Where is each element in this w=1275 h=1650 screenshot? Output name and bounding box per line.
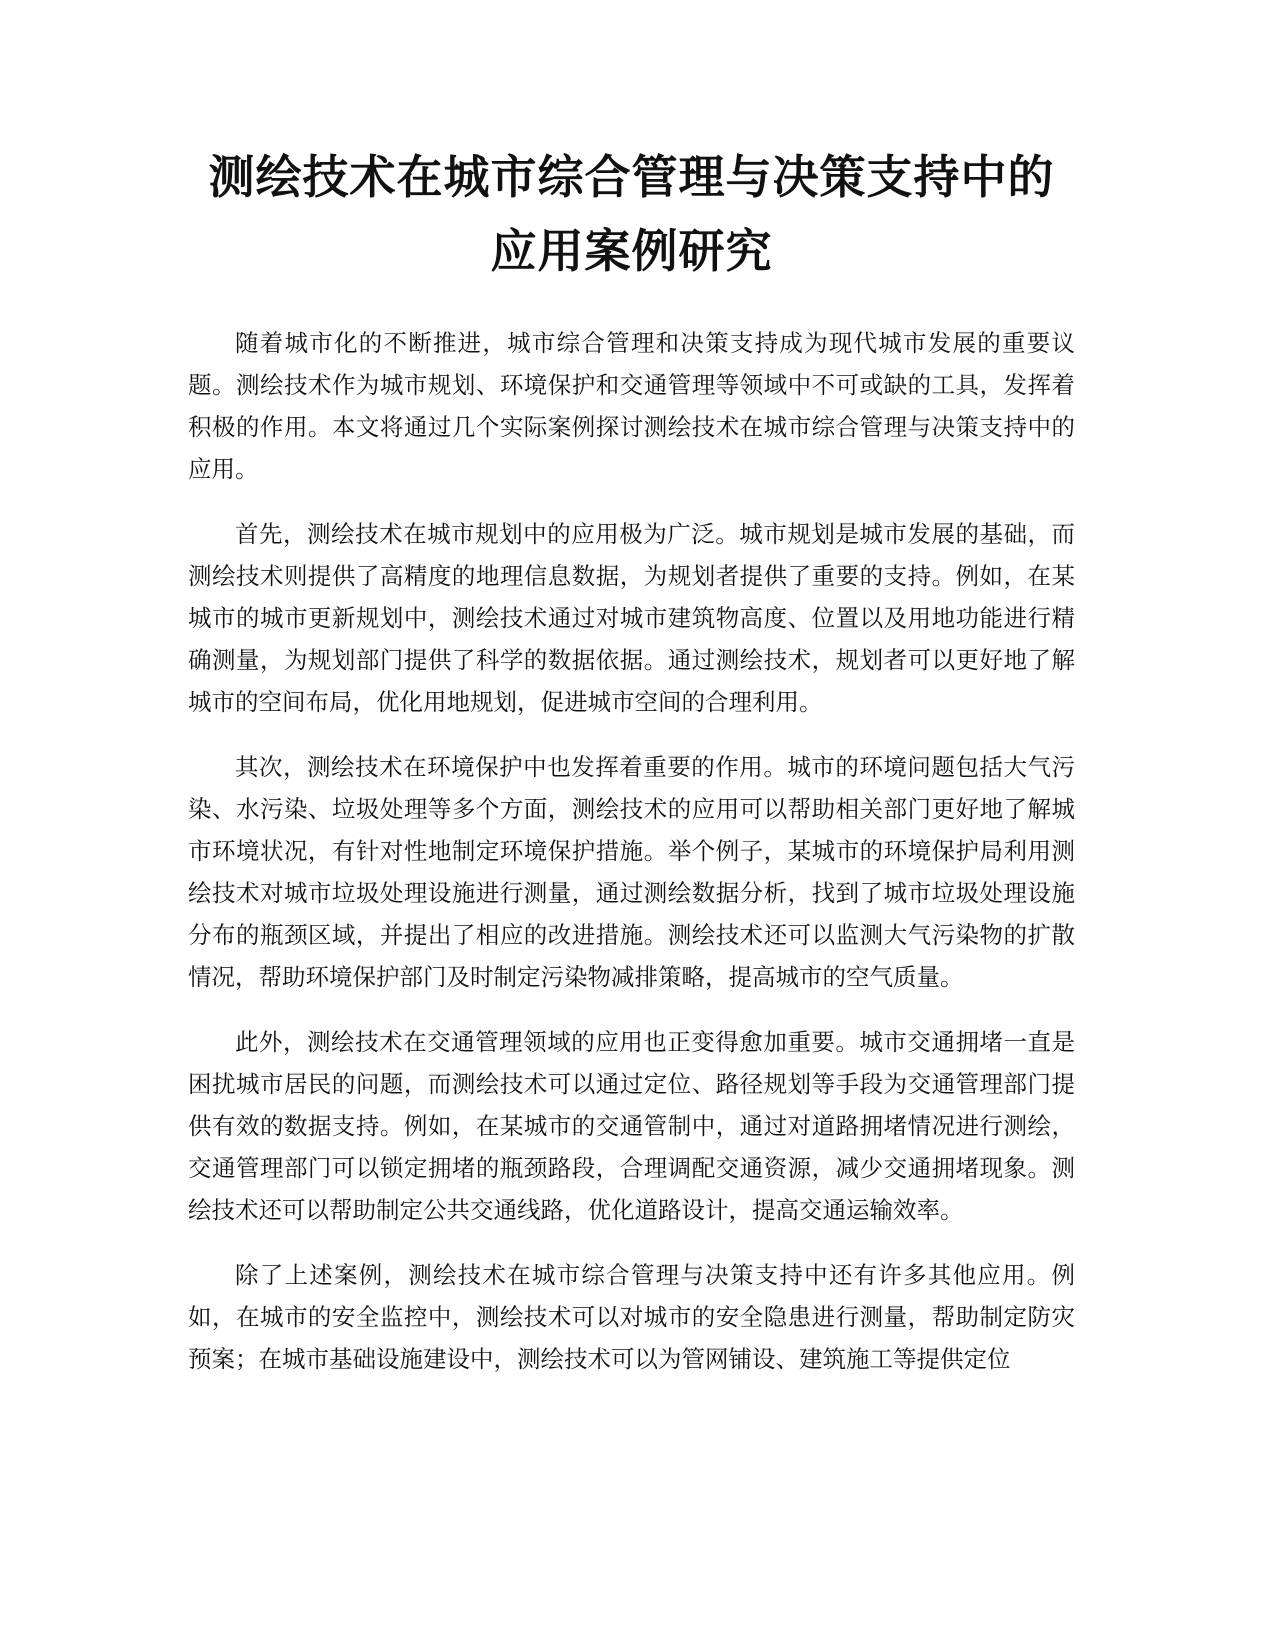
paragraph-intro: 随着城市化的不断推进，城市综合管理和决策支持成为现代城市发展的重要议题。测绘技术作为城市规划、环境保护和交通管理等领域中不可或缺的工具，发挥着积极的作用。本文将通过几个实际案例探讨测绘技术在城市综合管理与决策支持中的应用。 [188, 329, 1075, 483]
document-title: 测绘技术在城市综合管理与决策支持中的应用案例研究 [208, 150, 1055, 278]
paragraph-urban-planning: 首先，测绘技术在城市规划中的应用极为广泛。城市规划是城市发展的基础，而测绘技术则提供了高精度的地理信息数据，为规划者提供了重要的支持。例如，在某城市的城市更新规划中，测绘技术通过对城市建筑物高度、位置以及用地功能进行精确测量，为规划部门提供了科学的数据依据。通过测绘技术，规划者可以更好地了解城市的空间布局，优化用地规划，促进城市空间的合理利用。 [188, 520, 1075, 716]
paragraph-other-applications: 除了上述案例，测绘技术在城市综合管理与决策支持中还有许多其他应用。例如，在城市的安全监控中，测绘技术可以对城市的安全隐患进行测量，帮助制定防灾预案；在城市基础设施建设中，测绘技术可以为管网铺设、建筑施工等提供定位 [188, 1261, 1075, 1373]
paragraph-environmental-protection: 其次，测绘技术在环境保护中也发挥着重要的作用。城市的环境问题包括大气污染、水污染、垃圾处理等多个方面，测绘技术的应用可以帮助相关部门更好地了解城市环境状况，有针对性地制定环境保护措施。举个例子，某城市的环境保护局利用测绘技术对城市垃圾处理设施进行测量，通过测绘数据分析，找到了城市垃圾处理设施分布的瓶颈区域，并提出了相应的改进措施。测绘技术还可以监测大气污染物的扩散情况，帮助环境保护部门及时制定污染物减排策略，提高城市的空气质量。 [188, 753, 1075, 991]
paragraph-traffic-management: 此外，测绘技术在交通管理领域的应用也正变得愈加重要。城市交通拥堵一直是困扰城市居民的问题，而测绘技术可以通过定位、路径规划等手段为交通管理部门提供有效的数据支持。例如，在某城市的交通管制中，通过对道路拥堵情况进行测绘，交通管理部门可以锁定拥堵的瓶颈路段，合理调配交通资源，减少交通拥堵现象。测绘技术还可以帮助制定公共交通线路，优化道路设计，提高交通运输效率。 [188, 1028, 1075, 1224]
document-body [188, 322, 1075, 1380]
